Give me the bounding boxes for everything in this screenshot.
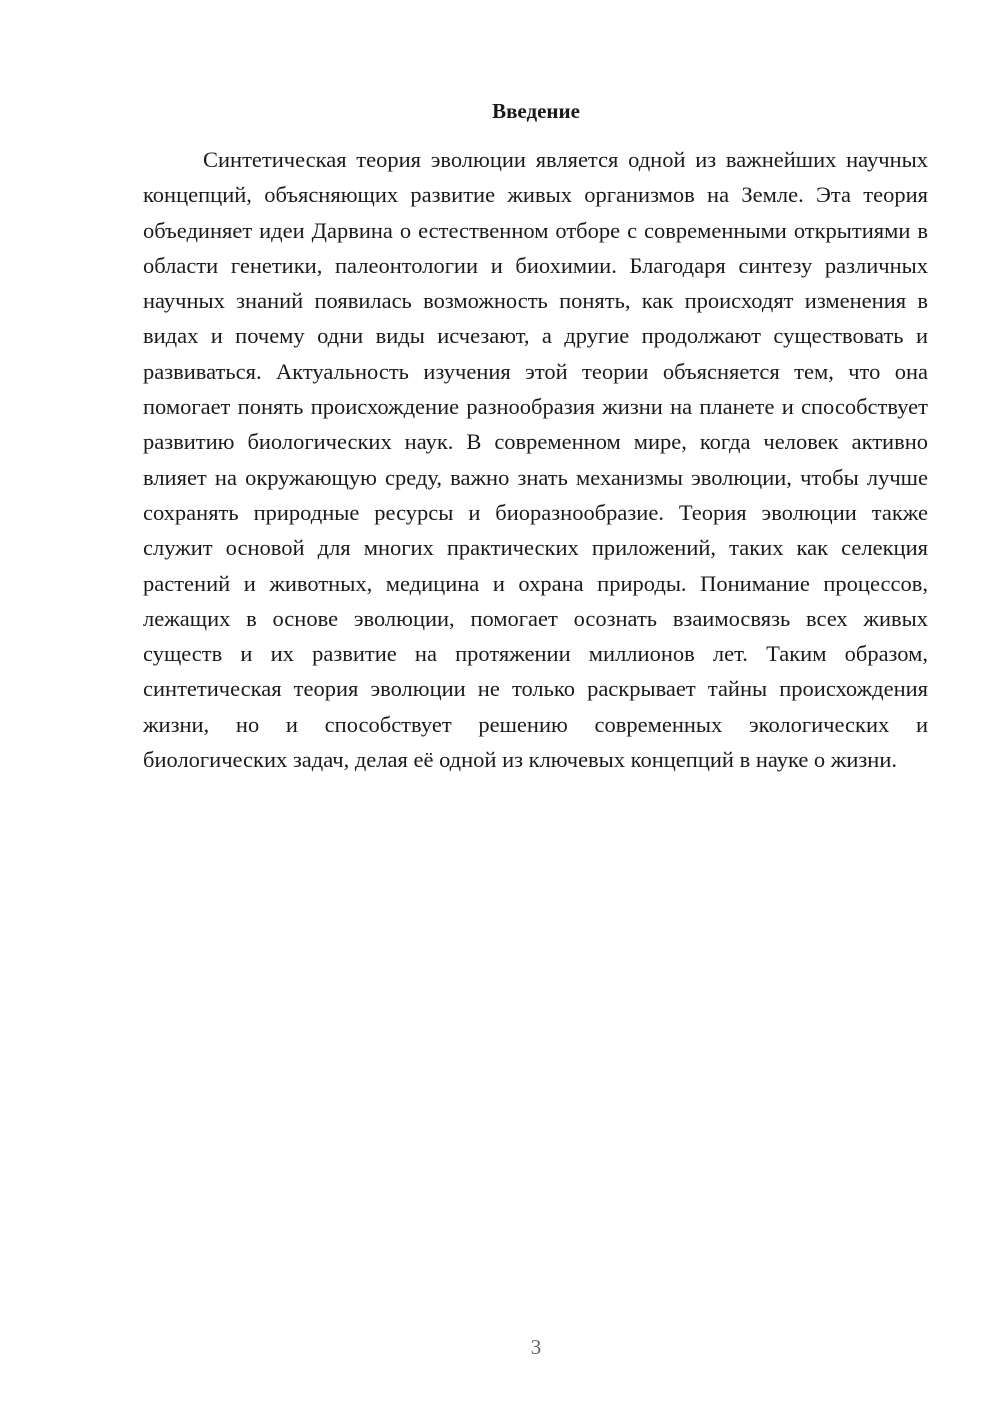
- body-paragraph: Синтетическая теория эволюции является одной из важнейших научных концепций, объясняющих развитие живых организмов на Земле. Эта теория объединяет идеи Дарвина о естественном отборе с современными открытиями в области генетики, палеонтологии и биохимии. Благодаря синтезу различных научных знаний появилась возможность понять, как происходят изменения в видах и почему одни виды исчезают, а другие продолжают существовать и развиваться. Актуальность изучения этой теории объясняется тем, что она помогает понять происхождение разнообразия жизни на планете и способствует развитию биологических наук. В современном мире, когда человек активно влияет на окружающую среду, важно знать механизмы эволюции, чтобы лучше сохранять природные ресурсы и биоразнообразие. Теория эволюции также служит основой для многих практических приложений, таких как селекция растений и животных, медицина и охрана природы. Понимание процессов, лежащих в основе эволюции, помогает осознать взаимосвязь всех живых существ и их развитие на протяжении миллионов лет. Таким образом, синтетическая теория эволюции не только раскрывает тайны происхождения жизни, но и способствует решению современных экологических и биологических задач, делая её одной из ключевых концепций в науке о жизни.: [143, 147, 928, 773]
- page-number: 3: [530, 1335, 542, 1359]
- section-heading: Введение: [492, 99, 580, 123]
